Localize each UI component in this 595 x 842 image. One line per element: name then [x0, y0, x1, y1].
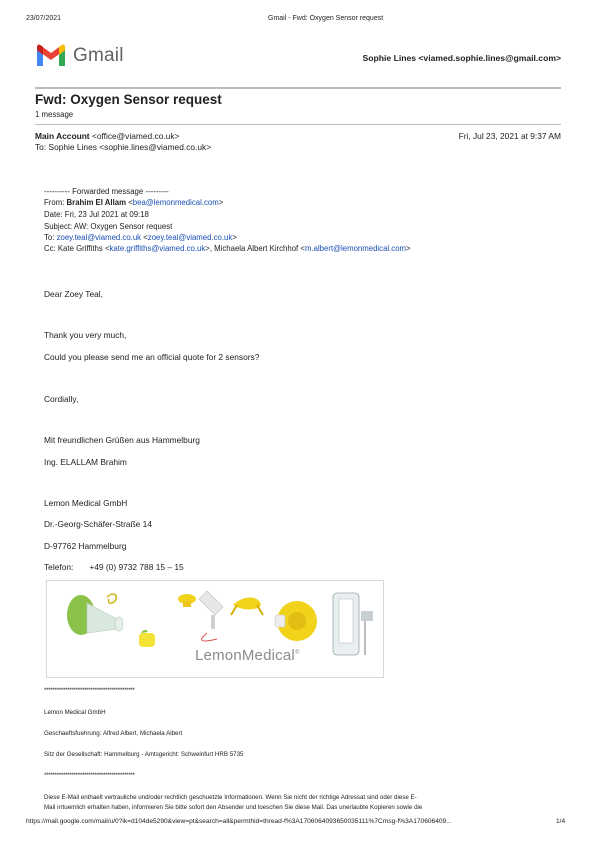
forward-separator: ---------- Forwarded message --------- [44, 187, 169, 196]
message-to: To: Sophie Lines <sophie.lines@viamed.co.uk> [35, 142, 212, 152]
sender-name: Main Account [35, 131, 90, 141]
forward-to-bracket-close: > [232, 233, 237, 242]
phone-line [44, 562, 184, 572]
page-number: 1/4 [556, 818, 566, 825]
forward-cc-label: Cc: Kate Griffiths < [44, 244, 110, 253]
forward-from [44, 198, 223, 207]
footer-company: Lemon Medical GmbH [44, 709, 106, 716]
footer-management: Geschaeftsfuehrung: Alfred Albert, Michaela Albert [44, 730, 183, 737]
clip-icon [107, 594, 116, 603]
forward-from-name: Brahim El Allam [66, 198, 127, 207]
forward-to-label: To: [44, 233, 57, 242]
account-identity: Sophie Lines <viamed.sophie.lines@gmail.com> [362, 53, 561, 63]
forward-from-label: From: [44, 198, 67, 207]
cc-email-link-1[interactable]: kate.griffiths@viamed.co.uk [109, 244, 206, 253]
trademark-symbol: ® [294, 650, 300, 656]
print-date: 23/07/2021 [26, 15, 62, 22]
request-line: Could you please send me an official quote for 2 sensors? [44, 352, 260, 362]
forward-cc [44, 244, 411, 253]
gmail-logo[interactable] [35, 44, 155, 70]
handheld-device-icon [199, 591, 223, 615]
forward-to-email-link[interactable]: zoey.teal@viamed.co.uk [56, 233, 142, 242]
signer-name: Ing. ELALLAM Brahim [44, 457, 127, 467]
forward-from-email-link[interactable]: bea@lemonmedical.com [132, 198, 219, 207]
forward-subject: Subject: AW: Oxygen Sensor request [44, 222, 173, 231]
thanks-line: Thank you very much, [44, 330, 127, 340]
message-date: Fri, Jul 23, 2021 at 9:37 AM [458, 131, 561, 141]
greeting: Dear Zoey Teal, [44, 289, 103, 299]
footer-disclaimer-2: Mail irrtuemlich erhalten haben, informieren Sie bitte sofort den Absender und loeschen Sie diese Mail. Das unerlaubte Kopieren sowie die [44, 804, 423, 811]
lemon-icon [139, 633, 155, 647]
gmail-logo-text: Gmail [73, 45, 124, 66]
sender-email: <office@viamed.co.uk> [91, 131, 180, 141]
footer-stars-2: ******************************************* [44, 772, 135, 779]
subject-divider [35, 124, 561, 125]
print-url: https://mail.google.com/mail/u/0?ik=d104de5290&view=pt&search=all&permthid=thread-f%3A1706064093650035111%7Cmsg-f%3A170606409... [26, 818, 452, 825]
message-count: 1 message [35, 110, 74, 119]
forward-to-bracket: < [141, 233, 148, 242]
nose-clip-icon [233, 598, 261, 610]
phone-number: +49 (0) 9732 788 15 – 15 [89, 562, 184, 572]
forward-cc-close: > [406, 244, 411, 253]
phone-label: Telefon: [44, 562, 74, 572]
cc-email-link-2[interactable]: m.albert@lemonmedical.com [304, 244, 407, 253]
footer-stars: ******************************************* [44, 687, 135, 694]
footer-disclaimer-1: Diese E-Mail enthaelt vertrauliche und/oder rechtlich geschuetzte Informationen. Wenn Sie nicht der richtige Adressat sind oder diese E- [44, 794, 417, 801]
brand-name: LemonMedical [195, 647, 295, 664]
message-from [35, 131, 179, 141]
forward-from-bracket-close: > [218, 198, 224, 207]
print-title: Gmail - Fwd: Oxygen Sensor request [268, 15, 384, 22]
header-divider [35, 87, 561, 89]
gmail-m-icon [35, 44, 67, 68]
thread-subject: Fwd: Oxygen Sensor request [35, 92, 222, 107]
company-name: Lemon Medical GmbH [44, 498, 128, 508]
lemon-medical-banner [46, 580, 384, 678]
forward-from-bracket: < [126, 198, 133, 207]
forward-cc-mid: >, Michaela Albert Kirchhof < [205, 244, 305, 253]
footer-seat: Sitz der Gesellschaft: Hammelburg - Amtsgericht: Schweinfurt HRB 5735 [44, 751, 244, 758]
city-address-link[interactable]: D-97762 Hammelburg [44, 541, 127, 551]
forward-to [44, 233, 237, 242]
brand-wordmark [195, 647, 300, 664]
closing-line: Cordially, [44, 394, 79, 404]
street-address-link[interactable]: Dr.-Georg-Schäfer-Straße 14 [44, 519, 152, 529]
forward-to-email-link-2[interactable]: zoey.teal@viamed.co.uk [147, 233, 233, 242]
greetings-de: Mit freundlichen Grüßen aus Hammelburg [44, 435, 200, 445]
forward-date: Date: Fri, 23 Jul 2021 at 09:18 [44, 210, 149, 219]
